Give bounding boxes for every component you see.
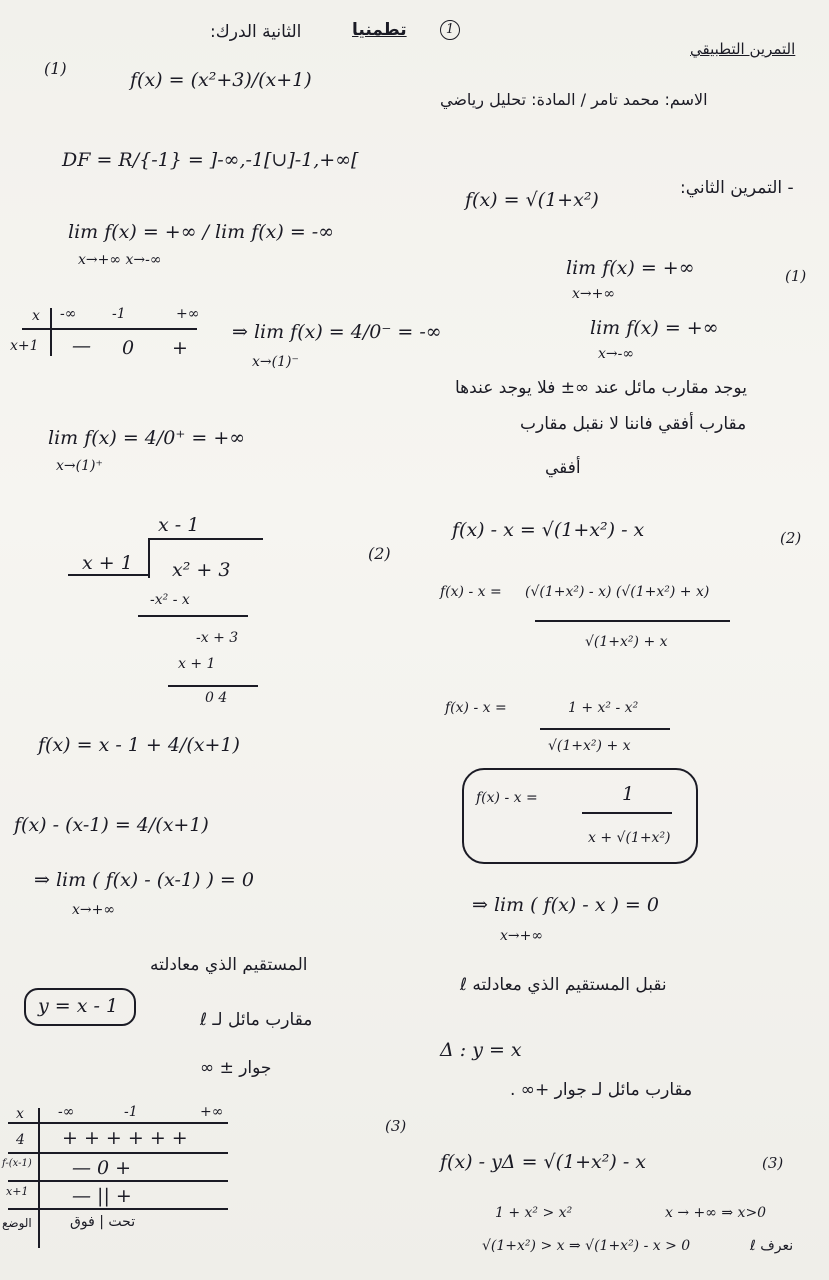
- ex2-part3: (3): [762, 1154, 784, 1172]
- table2-h2: -1: [124, 1104, 138, 1120]
- sign-table-1-s1: 0: [122, 337, 135, 359]
- ex2-conclusion: نقبل المستقيم الذي معادلته ℓ: [460, 975, 667, 995]
- boxed-result-den: x + √(1+x²): [588, 830, 671, 846]
- ex2-eq1: f(x) - x = √(1+x²) - x: [452, 519, 645, 541]
- table2-hline-1: [8, 1152, 228, 1154]
- sign-table-1-s0: —: [72, 335, 91, 357]
- boxed-result-lhs: f(x) - x =: [476, 790, 538, 806]
- page-number: 1: [440, 20, 460, 40]
- left-domain: DF = R/{-1} = ]-∞,-1[∪]-1,+∞[: [62, 149, 359, 171]
- division-dividend: x² + 3: [172, 559, 231, 581]
- lim-right: lim f(x) = 4/0⁺ = +∞: [48, 427, 246, 449]
- ex2-part2: (2): [780, 529, 802, 547]
- table2-r1-label: f-(x-1): [2, 1158, 32, 1169]
- boxed-result-bar: [582, 812, 672, 814]
- table2-r0-label: 4: [16, 1132, 25, 1148]
- ex2-ineq2-note: نعرف ℓ: [750, 1238, 794, 1254]
- lim-right-sub: x→(1)⁺: [56, 458, 103, 474]
- ex2-eq2-bar: [535, 620, 730, 622]
- ex2-eq2-den: √(1+x²) + x: [585, 634, 668, 650]
- table2-r2-label: x+1: [6, 1185, 29, 1198]
- division-rule-1: [138, 615, 248, 617]
- ex2-note2: مقارب أفقي فاننا لا نقبل مقارب: [520, 414, 747, 434]
- table2-r3-cells: تحت | فوق: [70, 1214, 136, 1230]
- ex2-eq2-num: (√(1+x²) - x) (√(1+x²) + x): [525, 584, 710, 600]
- ex2-eq3-num: 1 + x² - x²: [568, 700, 639, 716]
- sign-table-1-x-label: x: [32, 308, 40, 324]
- table2-hline-2: [8, 1180, 228, 1182]
- difference: f(x) - (x-1) = 4/(x+1): [14, 814, 209, 836]
- left-part-label: (1): [44, 59, 67, 78]
- difference-limit: ⇒ lim ( f(x) - (x-1) ) = 0: [34, 869, 254, 891]
- ex2-asymptote: مقارب مائل لـ جوار +∞ .: [510, 1080, 693, 1100]
- division-top-bar: [148, 538, 263, 540]
- boxed-result-num: 1: [622, 783, 635, 805]
- ex2-ineq2: √(1+x²) > x ⇒ √(1+x²) - x > 0: [482, 1238, 691, 1254]
- ex2-eq3-lhs: f(x) - x =: [445, 700, 507, 716]
- division-side-bar: [148, 538, 150, 578]
- division-remainder: 0 4: [205, 690, 228, 706]
- header-title-left: الثانية الدرك:: [210, 22, 302, 42]
- exercise-heading: التمرين التطبيقي: [690, 40, 796, 58]
- division-step3: x + 1: [178, 656, 216, 672]
- ex2-part1: (1): [785, 267, 807, 285]
- table2-h1: -∞: [58, 1104, 75, 1120]
- table2-r1-cells: — 0 +: [72, 1157, 132, 1179]
- table2-r2-cells: — || +: [72, 1185, 132, 1207]
- sign-table-1-hline: [22, 328, 197, 330]
- table2-hline-0: [8, 1122, 228, 1124]
- lim-left: ⇒ lim f(x) = 4/0⁻ = -∞: [232, 321, 442, 343]
- ex2-lim1: lim f(x) = +∞: [566, 257, 695, 279]
- ex2-function: f(x) = √(1+x²): [465, 189, 599, 211]
- ex2-lim2: lim f(x) = +∞: [590, 317, 719, 339]
- sign-table-1-x1: -1: [112, 306, 126, 322]
- left-conclusion: المستقيم الذي معادلته: [150, 955, 308, 975]
- boxed-asymptote-left-eq: y = x - 1: [38, 995, 119, 1017]
- sign-table-1-x2: +∞: [176, 306, 200, 322]
- table2-vline: [38, 1108, 40, 1248]
- left-limits: lim f(x) = +∞ / lim f(x) = -∞: [68, 221, 335, 243]
- sign-table-1-row-label: x+1: [10, 338, 39, 354]
- table2-h3: +∞: [200, 1104, 224, 1120]
- ex2-lim-result-sub: x→+∞: [500, 928, 544, 944]
- division-divisor: x + 1: [82, 552, 133, 574]
- boxed-asymptote-left: [24, 988, 136, 1026]
- ex2-delta: Δ : y = x: [440, 1039, 522, 1061]
- header-underlined-word: تطمنيا: [352, 20, 407, 40]
- difference-limit-sub: x→+∞: [72, 902, 116, 918]
- division-step2: -x + 3: [196, 630, 239, 646]
- table2-hline-3: [8, 1208, 228, 1210]
- ex2-eq-last: f(x) - yΔ = √(1+x²) - x: [440, 1151, 647, 1173]
- boxed-result-right: [462, 768, 698, 864]
- sign-table-1-vline: [50, 308, 52, 356]
- sign-table-1-s2: +: [172, 337, 188, 359]
- left-function: f(x) = (x²+3)/(x+1): [130, 69, 312, 91]
- ex2-ineq1: 1 + x² > x²: [495, 1205, 573, 1221]
- division-rule-2: [168, 685, 258, 687]
- ex2-eq2-lhs: f(x) - x =: [440, 584, 502, 600]
- ex2-eq3-den: √(1+x²) + x: [548, 738, 631, 754]
- part3-left-label: (3): [385, 1117, 407, 1135]
- ex2-ineq1-right: x → +∞ ⇒ x>0: [665, 1205, 767, 1221]
- table2-h0: x: [16, 1106, 24, 1122]
- ex2-lim1-sub: x→+∞: [572, 286, 616, 302]
- ex2-note1: يوجد مقارب مائل عند ∞± فلا يوجد عندها: [455, 378, 747, 398]
- left-limits-sub: x→+∞ x→-∞: [78, 252, 162, 268]
- ex2-lim-result: ⇒ lim ( f(x) - x ) = 0: [472, 894, 659, 916]
- ex2-eq3-bar: [540, 728, 670, 730]
- ex2-note3: أفقي: [545, 458, 581, 478]
- lim-left-sub: x→(1)⁻: [252, 354, 299, 370]
- left-near-text: جوار ± ∞: [200, 1058, 272, 1078]
- part2-left-label: (2): [368, 544, 391, 563]
- table2-r0-cells: + + + + + +: [62, 1127, 188, 1149]
- division-step1: -x² - x: [150, 592, 190, 608]
- exercise2-title: - التمرين الثاني:: [680, 178, 794, 198]
- decomposition: f(x) = x - 1 + 4/(x+1): [38, 734, 240, 756]
- division-quotient: x - 1: [158, 514, 200, 536]
- ex2-lim2-sub: x→-∞: [598, 346, 635, 362]
- table2-r3-label: الوضع: [2, 1216, 32, 1230]
- left-asymptote-text: مقارب مائل لـ ℓ: [200, 1010, 313, 1030]
- sign-table-1-x0: -∞: [60, 306, 77, 322]
- student-line: الاسم: محمد تامر / المادة: تحليل رياضي: [440, 90, 708, 109]
